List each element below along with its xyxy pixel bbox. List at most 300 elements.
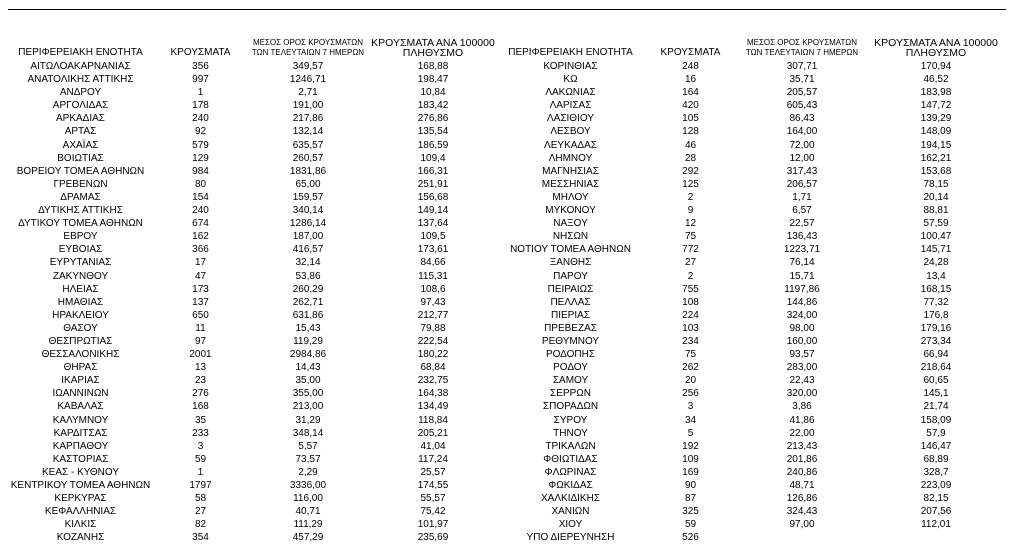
avg7-cell: 97,00	[789, 519, 815, 531]
region-cell: ΔΥΤΙΚΗΣ ΑΤΤΙΚΗΣ	[38, 205, 123, 217]
top-border-line	[8, 9, 1006, 10]
per100k-cell: 24,28	[923, 257, 949, 269]
region-cell: ΘΑΣΟΥ	[63, 322, 98, 334]
table-row	[8, 125, 1006, 138]
region-cell: ΑΝΑΤΟΛΙΚΗΣ ΑΤΤΙΚΗΣ	[27, 74, 134, 86]
avg7-cell: 73,57	[295, 453, 321, 465]
region-cell: ΣΥΡΟΥ	[553, 414, 588, 426]
avg7-cell: 136,43	[786, 231, 818, 243]
table-row	[8, 453, 1006, 466]
region-cell: ΤΡΙΚΑΛΩΝ	[545, 440, 596, 452]
cases-cell: 108	[682, 296, 699, 308]
header-region: ΠΕΡΙΦΕΡΕΙΑΚΗ ΕΝΟΤΗΤΑ	[18, 47, 143, 58]
avg7-cell: 213,43	[786, 440, 818, 452]
region-cell: ΑΡΚΑΔΙΑΣ	[56, 113, 105, 125]
avg7-cell: 86,43	[789, 113, 815, 125]
region-cell: ΡΟΔΟΠΗΣ	[545, 349, 596, 361]
cases-cell: 23	[194, 375, 207, 387]
cases-cell: 20	[684, 375, 697, 387]
region-cell: ΤΗΝΟΥ	[553, 427, 588, 439]
table-row	[8, 335, 1006, 348]
per100k-cell: 25,57	[420, 466, 446, 478]
region-cell: ΣΑΜΟΥ	[552, 375, 589, 387]
cases-cell: 192	[682, 440, 699, 452]
region-cell: ΠΕΙΡΑΙΩΣ	[547, 283, 594, 295]
cases-cell: 526	[682, 532, 699, 544]
per100k-cell: 218,64	[920, 362, 952, 374]
table-row	[8, 348, 1006, 361]
region-cell: ΘΕΣΣΑΛΟΝΙΚΗΣ	[41, 349, 120, 361]
per100k-cell	[866, 531, 1006, 544]
table-row	[8, 531, 1006, 544]
per100k-cell: 232,75	[417, 375, 449, 387]
cases-cell: 366	[192, 244, 209, 256]
per100k-cell: 186,59	[417, 139, 449, 151]
per100k-cell: 46,52	[923, 74, 949, 86]
avg7-cell: 260,29	[292, 283, 324, 295]
cases-cell: 103	[682, 322, 699, 334]
cases-cell: 256	[682, 388, 699, 400]
avg7-cell: 119,29	[293, 335, 323, 347]
cases-cell: 292	[682, 165, 699, 177]
table-row	[8, 400, 1006, 413]
cases-cell: 1	[197, 466, 204, 478]
region-cell: ΘΕΣΠΡΩΤΙΑΣ	[48, 335, 113, 347]
cases-cell: 1	[197, 87, 204, 99]
per100k-cell: 176,8	[923, 309, 949, 321]
per100k-cell: 118,84	[418, 414, 448, 426]
table-row	[8, 191, 1006, 204]
avg7-cell	[738, 531, 866, 544]
per100k-cell: 153,68	[920, 165, 952, 177]
avg7-cell: 324,43	[786, 506, 818, 518]
per100k-cell: 273,34	[920, 335, 952, 347]
per100k-cell: 149,14	[417, 205, 449, 217]
cases-cell: 233	[192, 427, 209, 439]
per100k-cell: 168,88	[417, 61, 449, 72]
avg7-cell: 14,43	[295, 362, 321, 374]
cases-cell: 97	[194, 335, 207, 347]
cases-cell: 276	[192, 388, 209, 400]
cases-cell: 17	[194, 257, 207, 269]
region-cell: ΚΟΡΙΝΘΙΑΣ	[543, 61, 598, 72]
cases-cell: 178	[192, 100, 209, 112]
per100k-cell: 55,57	[420, 493, 446, 505]
avg7-cell: 457,29	[292, 532, 324, 544]
cases-cell: 420	[682, 100, 699, 112]
cases-cell: 27	[684, 257, 697, 269]
table-row	[8, 99, 1006, 112]
table-row	[8, 139, 1006, 152]
per100k-cell: 223,09	[920, 480, 952, 491]
region-cell: ΙΩΑΝΝΙΝΩΝ	[52, 388, 109, 400]
per100k-cell: 222,54	[417, 335, 449, 347]
per100k-cell: 205,21	[417, 427, 449, 439]
per100k-cell: 13,4	[926, 270, 946, 282]
avg7-cell: 22,00	[789, 427, 815, 439]
cases-cell: 1797	[189, 480, 212, 491]
avg7-cell: 1197,86	[784, 283, 820, 295]
avg7-cell: 132,14	[292, 126, 324, 138]
table-row	[8, 165, 1006, 178]
table-row	[8, 518, 1006, 531]
table-row	[8, 283, 1006, 296]
avg7-cell: 2984,86	[289, 349, 327, 361]
region-cell: ΚΕΡΚΥΡΑΣ	[54, 493, 107, 505]
cases-cell: 173	[192, 283, 209, 295]
region-cell: ΥΠΟ ΔΙΕΡΕΥΝΗΣΗ	[526, 532, 615, 544]
per100k-cell: 117,24	[418, 453, 448, 465]
cases-cell: 2	[687, 191, 694, 203]
avg7-cell: 283,00	[786, 362, 818, 374]
region-cell: ΑΡΓΟΛΙΔΑΣ	[52, 100, 109, 112]
avg7-cell: 126,86	[786, 493, 818, 505]
region-cell: ΚΑΒΑΛΑΣ	[57, 401, 104, 413]
per100k-cell: 145,71	[920, 244, 952, 256]
per100k-cell: 20,14	[923, 191, 949, 203]
cases-cell: 59	[194, 453, 207, 465]
cases-cell: 13	[194, 362, 207, 374]
avg7-cell: 1223,71	[783, 244, 821, 256]
cases-cell: 240	[192, 113, 209, 125]
table-row	[8, 466, 1006, 479]
per100k-cell: 180,22	[417, 349, 449, 361]
avg7-cell: 217,86	[292, 113, 324, 125]
region-cell: ΕΥΒΟΙΑΣ	[58, 244, 103, 256]
table-row	[8, 270, 1006, 283]
avg7-cell: 48,71	[789, 480, 815, 491]
region-cell: ΕΒΡΟΥ	[63, 231, 98, 243]
avg7-cell: 160,00	[786, 335, 818, 347]
cases-cell: 248	[682, 61, 699, 72]
avg7-cell: 40,71	[295, 506, 321, 518]
avg7-cell: 1831,86	[289, 165, 327, 177]
cases-cell: 234	[682, 335, 699, 347]
avg7-cell: 22,57	[789, 218, 815, 230]
cases-cell: 137	[192, 296, 209, 308]
avg7-cell: 324,00	[786, 309, 818, 321]
header-cases: ΚΡΟΥΣΜΑΤΑ	[660, 47, 721, 58]
avg7-cell: 144,86	[786, 296, 818, 308]
per100k-cell: 137,64	[417, 218, 449, 230]
per100k-cell: 194,15	[920, 139, 952, 151]
avg7-cell: 191,00	[292, 100, 324, 112]
per100k-cell: 109,4	[420, 152, 446, 164]
table-row	[8, 243, 1006, 256]
header-row	[8, 26, 1006, 60]
cases-cell: 46	[684, 139, 697, 151]
region-cell: ΑΧΑΪΑΣ	[62, 139, 99, 151]
region-cell: ΣΕΡΡΩΝ	[550, 388, 591, 400]
per100k-cell: 97,43	[420, 296, 446, 308]
per100k-cell: 179,16	[920, 322, 952, 334]
avg7-cell: 201,86	[786, 453, 818, 465]
avg7-cell: 3,86	[792, 401, 812, 413]
cases-cell: 3	[687, 401, 694, 413]
cases-cell: 47	[194, 270, 207, 282]
region-cell: ΚΕΑΣ - ΚΥΘΝΟΥ	[42, 466, 119, 478]
region-cell: ΚΑΣΤΟΡΙΑΣ	[52, 453, 109, 465]
region-cell: ΛΑΚΩΝΙΑΣ	[545, 87, 596, 99]
region-cell: ΑΡΤΑΣ	[64, 126, 97, 138]
region-cell: ΣΠΟΡΑΔΩΝ	[542, 401, 599, 413]
per100k-cell: 10,84	[420, 87, 446, 99]
cases-cell: 105	[682, 113, 699, 125]
avg7-cell: 1,71	[792, 191, 812, 203]
avg7-cell: 76,14	[789, 257, 815, 269]
region-cell: ΒΟΡΕΙΟΥ ΤΟΜΕΑ ΑΘΗΝΩΝ	[16, 165, 145, 177]
cases-cell: 35	[194, 414, 207, 426]
table-row	[8, 387, 1006, 400]
per100k-cell: 207,56	[920, 506, 952, 518]
avg7-cell: 22,43	[789, 375, 815, 387]
table-row	[8, 427, 1006, 440]
region-cell: ΧΑΛΚΙΔΙΚΗΣ	[541, 493, 600, 505]
region-cell: ΞΑΝΘΗΣ	[549, 257, 592, 269]
header-per100k: ΚΡΟΥΣΜΑΤΑ ΑΝΑ 100000 ΠΛΗΘΥΣΜΟ	[371, 37, 495, 59]
avg7-cell: 416,57	[292, 244, 324, 256]
avg7-cell: 260,57	[292, 152, 324, 164]
region-cell: ΦΩΚΙΔΑΣ	[548, 480, 593, 491]
region-cell: ΑΝΔΡΟΥ	[59, 87, 102, 99]
per100k-cell: 212,77	[417, 309, 449, 321]
cases-cell: 27	[194, 506, 207, 518]
per100k-cell: 198,47	[417, 74, 449, 86]
avg7-cell: 31,29	[295, 414, 321, 426]
region-cell: ΚΙΛΚΙΣ	[64, 519, 97, 531]
region-cell: ΓΡΕΒΕΝΩΝ	[53, 178, 108, 190]
cases-cell: 224	[682, 309, 699, 321]
avg7-cell: 35,71	[789, 74, 815, 86]
region-cell: ΔΡΑΜΑΣ	[60, 191, 101, 203]
per100k-cell: 68,89	[923, 453, 949, 465]
per100k-cell: 174,55	[417, 480, 449, 491]
per100k-cell: 183,98	[920, 87, 952, 99]
per100k-cell: 158,09	[920, 414, 952, 426]
region-cell: ΧΑΝΙΩΝ	[551, 506, 590, 518]
region-cell: ΜΥΚΟΝΟΥ	[545, 205, 596, 217]
region-cell: ΜΗΛΟΥ	[552, 191, 589, 203]
cases-table	[8, 26, 1006, 544]
avg7-cell: 1246,71	[289, 74, 327, 86]
cases-cell: 125	[682, 178, 699, 190]
cases-cell: 16	[684, 74, 697, 86]
avg7-cell: 206,57	[786, 178, 818, 190]
header-cases: ΚΡΟΥΣΜΑΤΑ	[170, 47, 231, 58]
table-row	[8, 86, 1006, 99]
avg7-cell: 15,71	[789, 270, 815, 282]
cases-cell: 9	[687, 205, 694, 217]
table-row	[8, 479, 1006, 492]
cases-cell: 262	[682, 362, 699, 374]
per100k-cell: 79,88	[420, 322, 446, 334]
per100k-cell: 251,91	[417, 178, 449, 190]
table-row	[8, 322, 1006, 335]
region-cell: ΜΕΣΣΗΝΙΑΣ	[541, 178, 600, 190]
table-row	[8, 178, 1006, 191]
region-cell: ΚΕΝΤΡΙΚΟΥ ΤΟΜΕΑ ΑΘΗΝΩΝ	[10, 480, 151, 491]
per100k-cell: 109,5	[420, 231, 446, 243]
cases-cell: 11	[195, 322, 206, 334]
avg7-cell: 355,00	[292, 388, 324, 400]
per100k-cell: 183,42	[417, 100, 449, 112]
region-cell: ΧΙΟΥ	[558, 519, 583, 531]
cases-cell: 58	[194, 493, 207, 505]
per100k-cell: 139,29	[920, 113, 952, 125]
avg7-cell: 240,86	[786, 466, 818, 478]
header-per100k: ΚΡΟΥΣΜΑΤΑ ΑΝΑ 100000 ΠΛΗΘΥΣΜΟ	[874, 37, 998, 59]
table-row	[8, 505, 1006, 518]
per100k-cell: 135,54	[417, 126, 449, 138]
cases-cell: 674	[192, 218, 209, 230]
table-row	[8, 309, 1006, 322]
per100k-cell: 276,86	[417, 113, 449, 125]
avg7-cell: 317,43	[786, 165, 818, 177]
cases-cell: 82	[194, 519, 207, 531]
per100k-cell: 170,94	[920, 61, 952, 72]
per100k-cell: 148,09	[920, 126, 952, 138]
avg7-cell: 111,29	[293, 519, 323, 531]
region-cell: ΛΕΣΒΟΥ	[550, 126, 591, 138]
table-row	[8, 492, 1006, 505]
table-row	[8, 256, 1006, 269]
avg7-cell: 1286,14	[289, 218, 327, 230]
cases-cell: 80	[194, 178, 207, 190]
avg7-cell: 605,43	[786, 100, 818, 112]
region-cell: ΦΘΙΩΤΙΔΑΣ	[543, 453, 598, 465]
region-cell: ΠΡΕΒΕΖΑΣ	[544, 322, 597, 334]
region-cell: ΝΗΣΩΝ	[552, 231, 589, 243]
cases-cell: 87	[684, 493, 697, 505]
table-row	[8, 112, 1006, 125]
avg7-cell: 205,57	[786, 87, 818, 99]
per100k-cell: 162,21	[920, 152, 952, 164]
cases-cell: 3	[197, 440, 204, 452]
per100k-cell: 235,69	[417, 532, 449, 544]
region-cell: ΒΟΙΩΤΙΑΣ	[57, 152, 104, 164]
region-cell: ΗΡΑΚΛΕΙΟΥ	[52, 309, 109, 321]
region-cell: ΚΕΦΑΛΛΗΝΙΑΣ	[44, 506, 117, 518]
per100k-cell: 164,38	[417, 388, 449, 400]
region-cell: ΝΑΞΟΥ	[553, 218, 588, 230]
table-row	[8, 217, 1006, 230]
table-row	[8, 296, 1006, 309]
region-cell: ΝΟΤΙΟΥ ΤΟΜΕΑ ΑΘΗΝΩΝ	[510, 244, 631, 256]
avg7-cell: 340,14	[292, 205, 324, 217]
cases-cell: 169	[682, 466, 699, 478]
per100k-cell: 60,65	[923, 375, 949, 387]
cases-cell: 240	[192, 205, 209, 217]
per100k-cell: 77,32	[923, 296, 949, 308]
cases-cell: 168	[192, 401, 209, 413]
per100k-cell: 68,84	[420, 362, 446, 374]
avg7-cell: 6,57	[792, 205, 812, 217]
region-cell: ΡΕΘΥΜΝΟΥ	[541, 335, 600, 347]
avg7-cell: 348,14	[292, 427, 324, 439]
table-row	[8, 414, 1006, 427]
region-cell: ΛΕΥΚΑΔΑΣ	[544, 139, 597, 151]
per100k-cell: 100,47	[920, 231, 952, 243]
cases-cell: 154	[192, 191, 209, 203]
avg7-cell: 3336,00	[289, 480, 327, 491]
avg7-cell: 65,00	[295, 178, 321, 190]
per100k-cell: 173,61	[417, 244, 449, 256]
per100k-cell: 146,47	[920, 440, 952, 452]
avg7-cell: 35,00	[295, 375, 321, 387]
region-cell: ΑΙΤΩΛΟΑΚΑΡΝΑΝΙΑΣ	[30, 61, 131, 72]
region-cell: ΜΑΓΝΗΣΙΑΣ	[542, 165, 599, 177]
region-cell: ΚΑΡΔΙΤΣΑΣ	[53, 427, 108, 439]
table-row	[8, 73, 1006, 86]
per100k-cell: 78,15	[923, 178, 949, 190]
cases-cell: 75	[684, 231, 697, 243]
header-avg7: ΜΕΣΟΣ ΟΡΟΣ ΚΡΟΥΣΜΑΤΩΝ ΤΩΝ ΤΕΛΕΥΤΑΙΩΝ 7 ΗΜΕΡΩΝ	[745, 38, 859, 57]
table-row	[8, 60, 1006, 73]
cases-cell: 356	[192, 61, 209, 72]
avg7-cell: 213,00	[292, 401, 324, 413]
cases-cell: 129	[192, 152, 209, 164]
region-cell: ΗΛΕΙΑΣ	[62, 283, 99, 295]
region-cell: ΛΑΡΙΣΑΣ	[549, 100, 592, 112]
avg7-cell: 631,86	[292, 309, 324, 321]
cases-cell: 984	[192, 165, 209, 177]
cases-cell: 772	[682, 244, 699, 256]
region-cell: ΛΗΜΝΟΥ	[548, 152, 593, 164]
region-cell: ΦΛΩΡΙΝΑΣ	[544, 466, 597, 478]
cases-cell: 650	[192, 309, 209, 321]
avg7-cell: 32,14	[295, 257, 321, 269]
cases-cell: 997	[192, 74, 209, 86]
avg7-cell: 349,57	[292, 61, 324, 72]
avg7-cell: 41,86	[789, 414, 815, 426]
cases-cell: 34	[684, 414, 697, 426]
per100k-cell: 112,01	[921, 519, 951, 531]
per100k-cell: 66,94	[923, 349, 949, 361]
cases-cell: 5	[687, 427, 694, 439]
per100k-cell: 57,9	[926, 427, 946, 439]
region-cell: ΠΑΡΟΥ	[553, 270, 588, 282]
per100k-cell: 147,72	[920, 100, 952, 112]
cases-cell: 109	[682, 453, 699, 465]
avg7-cell: 2,29	[298, 466, 318, 478]
avg7-cell: 164,00	[786, 126, 818, 138]
per100k-cell: 168,15	[920, 283, 952, 295]
region-cell: ΛΑΣΙΘΙΟΥ	[547, 113, 594, 125]
avg7-cell: 320,00	[786, 388, 818, 400]
avg7-cell: 72,00	[789, 139, 815, 151]
cases-cell: 12	[684, 218, 697, 230]
region-cell: ΖΑΚΥΝΘΟΥ	[52, 270, 109, 282]
per100k-cell: 41,04	[420, 440, 446, 452]
avg7-cell: 5,57	[298, 440, 318, 452]
per100k-cell: 101,97	[417, 519, 449, 531]
per100k-cell: 166,31	[417, 165, 449, 177]
avg7-cell: 15,43	[295, 322, 321, 334]
per100k-cell: 88,81	[923, 205, 949, 217]
region-cell: ΚΑΡΠΑΘΟΥ	[52, 440, 109, 452]
region-cell: ΔΥΤΙΚΟΥ ΤΟΜΕΑ ΑΘΗΝΩΝ	[18, 218, 143, 230]
avg7-cell: 187,00	[292, 231, 324, 243]
region-cell: ΘΗΡΑΣ	[63, 362, 98, 374]
per100k-cell: 75,42	[420, 506, 446, 518]
cases-cell: 2	[687, 270, 694, 282]
cases-cell: 75	[684, 349, 697, 361]
cases-cell: 92	[194, 126, 207, 138]
avg7-cell: 116,00	[293, 493, 323, 505]
avg7-cell: 262,71	[292, 296, 324, 308]
region-cell: ΚΩ	[563, 74, 578, 86]
cases-cell: 59	[684, 519, 697, 531]
